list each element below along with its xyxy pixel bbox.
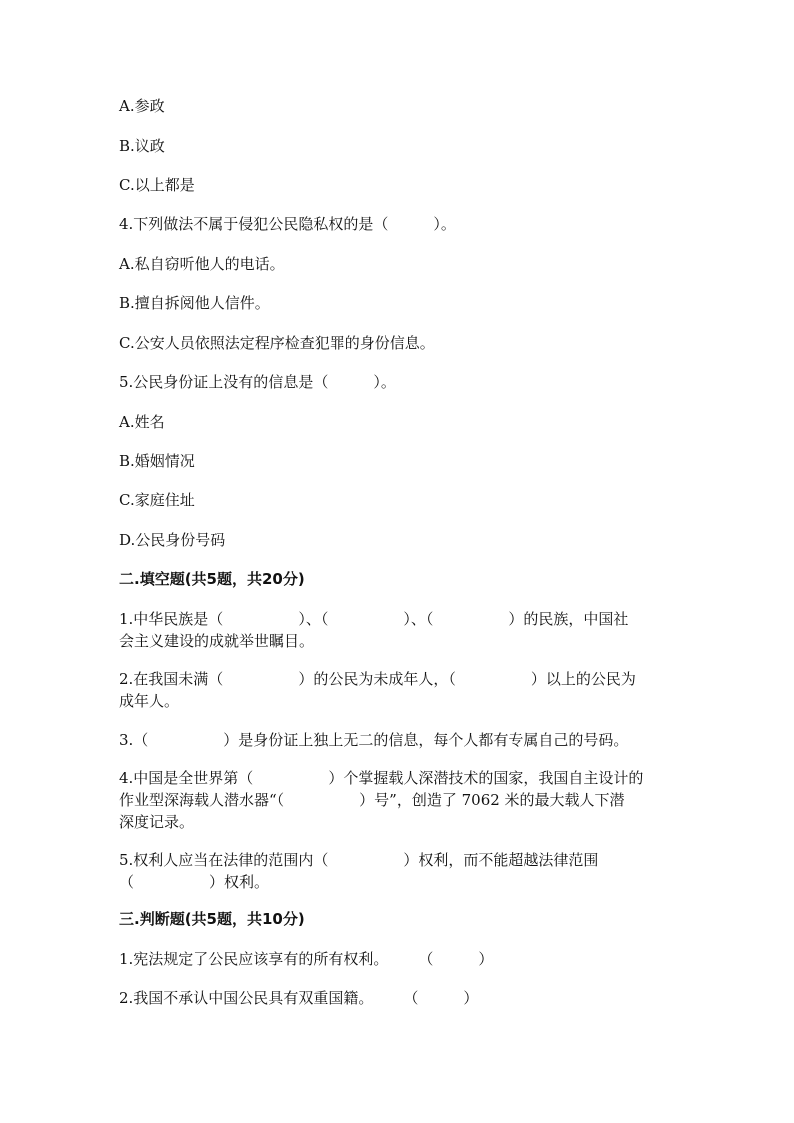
fill-q2-line2: 成年人。 [119, 692, 180, 710]
judge-q1: 1.宪法规定了公民应该享有的所有权利。 （ ） [119, 950, 494, 968]
q4-option-a: A.私自窃听他人的电话。 [119, 255, 285, 273]
q5-option-a: A.姓名 [119, 413, 165, 431]
q5-option-b: B.婚姻情况 [119, 452, 195, 470]
fill-q4-line2: 作业型深海载人潜水器“（ ）号”，创造了 7062 米的最大载人下潜 [119, 791, 625, 809]
q4-option-c: C.公安人员依照法定程序检查犯罪的身份信息。 [119, 334, 435, 352]
q3-option-a: A.参政 [119, 97, 165, 115]
q5-stem: 5.公民身份证上没有的信息是（ ）。 [119, 373, 396, 391]
q5-option-c: C.家庭住址 [119, 491, 195, 509]
fill-q5-line1: 5.权利人应当在法律的范围内（ ）权利，而不能超越法律范围 [119, 851, 599, 869]
fill-q4-line3: 深度记录。 [119, 813, 195, 831]
section3-title: 三.判断题(共5题，共10分) [119, 910, 305, 928]
fill-q1-line1: 1.中华民族是（ ）、（ ）、（ ）的民族，中国社 [119, 610, 629, 628]
fill-q2-line1: 2.在我国未满（ ）的公民为未成年人，（ ）以上的公民为 [119, 670, 636, 688]
q5-option-d: D.公民身份号码 [119, 531, 226, 549]
fill-q3-line1: 3.（ ）是身份证上独上无二的信息，每个人都有专属自己的号码。 [119, 731, 629, 749]
fill-q5-line2: （ ）权利。 [119, 873, 270, 891]
fill-q1-line2: 会主义建设的成就举世瞩目。 [119, 632, 315, 650]
q4-option-b: B.擅自拆阅他人信件。 [119, 294, 270, 312]
q3-option-c: C.以上都是 [119, 176, 195, 194]
judge-q2: 2.我国不承认中国公民具有双重国籍。 （ ） [119, 989, 479, 1007]
fill-q4-line1: 4.中国是全世界第（ ）个掌握载人深潜技术的国家，我国自主设计的 [119, 769, 644, 787]
section2-title: 二.填空题(共5题，共20分) [119, 570, 305, 588]
q4-stem: 4.下列做法不属于侵犯公民隐私权的是（ ）。 [119, 215, 456, 233]
q3-option-b: B.议政 [119, 137, 165, 155]
